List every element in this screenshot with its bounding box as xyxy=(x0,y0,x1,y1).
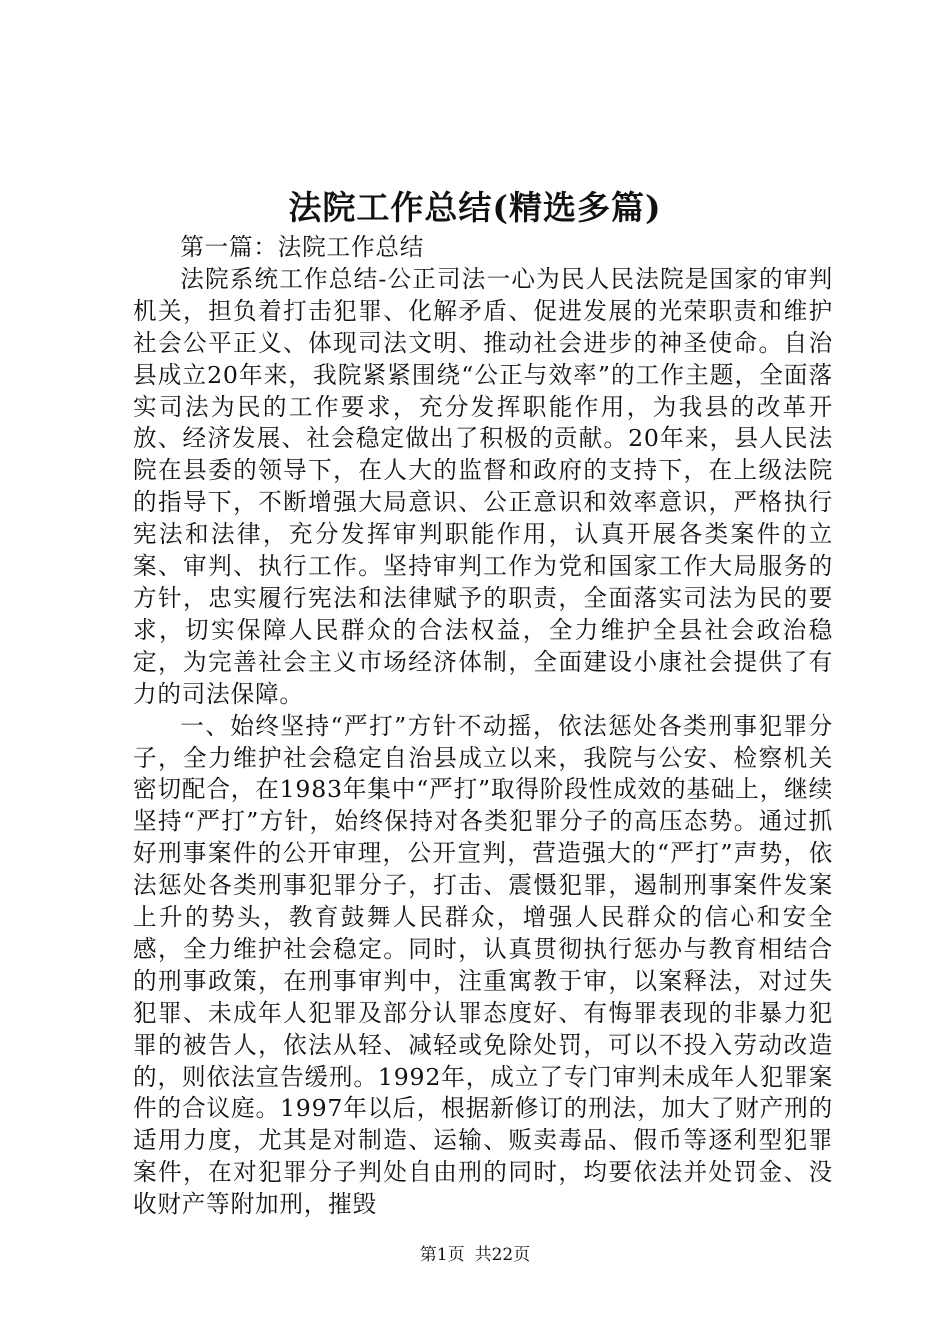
body-paragraph: 一、始终坚持“严打”方针不动摇，依法惩处各类刑事犯罪分子，全力维护社会稳定自治县成立以来，我院与公安、检察机关密切配合，在1983年集中“严打”取得阶段性成效的基础上，继续坚持“严打”方针，始终保持对各类犯罪分子的高压态势。通过抓好刑事案件的公开审理，公开宣判，营造强大的“严打”声势，依法惩处各类刑事犯罪分子，打击、震慑犯罪，遏制刑事案件发案上升的势头，教育鼓舞人民群众，增强人民群众的信心和安全感，全力维护社会稳定。同时，认真贯彻执行惩办与教育相结合的刑事政策，在刑事审判中，注重寓教于审，以案释法，对过失犯罪、未成年人犯罪及部分认罪态度好、有悔罪表现的非暴力犯罪的被告人，依法从轻、减轻或免除处罚，可以不投入劳动改造的，则依法宣告缓刑。1992年，成立了专门审判未成年人犯罪案件的合议庭。1997年以后，根据新修订的刑法，加大了财产刑的适用力度，尤其是对制造、运输、贩卖毒品、假币等逐利型犯罪案件，在对犯罪分子判处自由刑的同时，均要依法并处罚金、没收财产等附加刑，摧毁 xyxy=(133,711,833,1219)
document-title: 法院工作总结(精选多篇) xyxy=(288,188,662,227)
page-number: 第1页 xyxy=(419,1245,465,1265)
body-paragraph: 法院系统工作总结-公正司法一心为民人民法院是国家的审判机关，担负着打击犯罪、化解矛盾、促进发展的光荣职责和维护社会公平正义、体现司法文明、推动社会进步的神圣使命。自治县成立20年来，我院紧紧围绕“公正与效率”的工作主题，全面落实司法为民的工作要求，充分发挥职能作用，为我县的改革开放、经济发展、社会稳定做出了积极的贡献。20年来，县人民法院在县委的领导下，在人大的监督和政府的支持下，在上级法院的指导下，不断增强大局意识、公正意识和效率意识，严格执行宪法和法律，充分发挥审判职能作用，认真开展各类案件的立案、审判、执行工作。坚持审判工作为党和国家工作大局服务的方针，忠实履行宪法和法律赋予的职责，全面落实司法为民的要求，切实保障人民群众的合法权益，全力维护全县社会政治稳定，为完善社会主义市场经济体制，全面建设小康社会提供了有力的司法保障。 xyxy=(133,264,833,708)
document-body xyxy=(133,232,833,1221)
page-total: 共22页 xyxy=(474,1245,531,1265)
page-footer xyxy=(0,1244,950,1266)
section-heading: 第一篇：法院工作总结 xyxy=(180,233,425,261)
